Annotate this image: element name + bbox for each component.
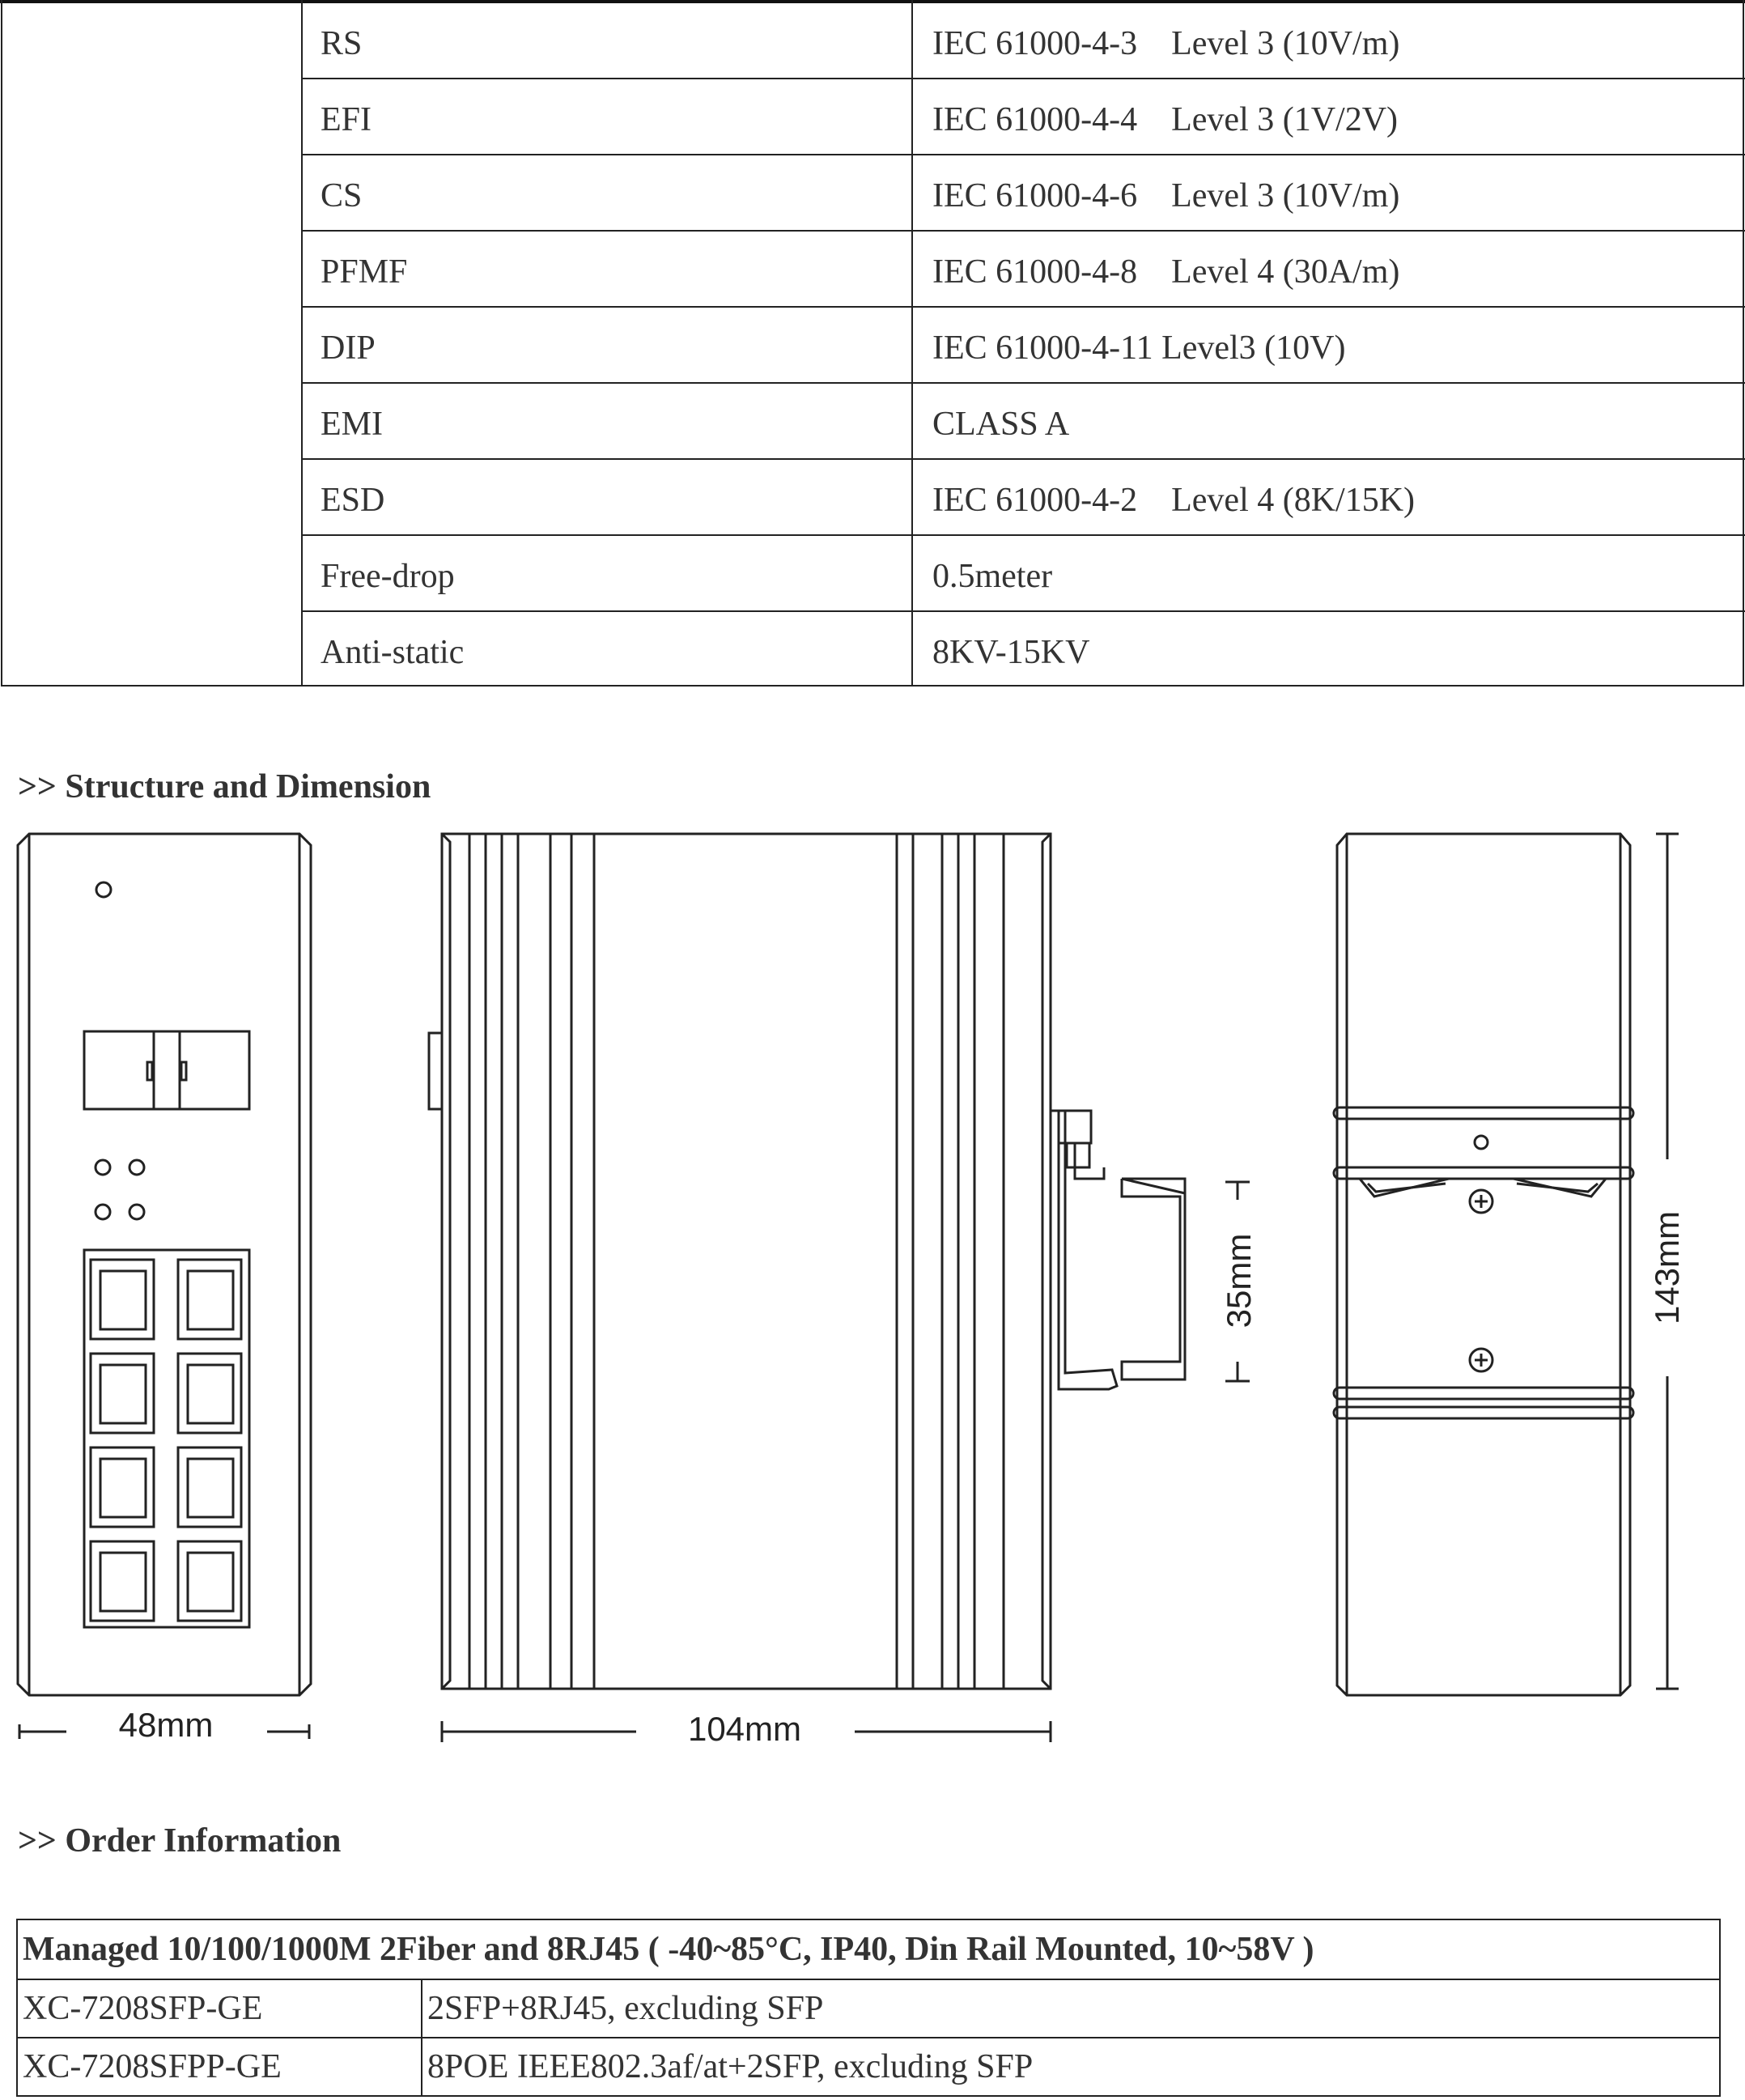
table-row	[303, 460, 1745, 536]
height-dimension-label: 143mm	[1648, 1210, 1686, 1325]
table-row	[303, 155, 1745, 232]
test-standard: IEC 61000-4-2 Level 4 (8K/15K)	[932, 482, 1416, 519]
rj45-port-icon	[91, 1260, 241, 1621]
table-row	[303, 232, 1745, 308]
test-standard: IEC 61000-4-11 Level3 (10V)	[932, 329, 1346, 367]
test-name: CS	[321, 177, 363, 215]
table-row	[303, 79, 1745, 155]
test-name: Free-drop	[321, 558, 455, 595]
table-row	[303, 3, 1745, 79]
status-led-icon	[96, 1205, 110, 1219]
test-name: DIP	[321, 329, 376, 367]
test-name: Anti-static	[321, 634, 465, 671]
order-heading: >> Order Information	[18, 1822, 342, 1860]
table-row	[17, 2038, 1720, 2096]
depth-dimension-label: 104mm	[687, 1710, 802, 1748]
model-description: 8POE IEEE802.3af/at+2SFP, excluding SFP	[422, 2038, 1720, 2096]
structure-heading: >> Structure and Dimension	[18, 768, 431, 806]
test-standard: IEC 61000-4-6 Level 3 (10V/m)	[932, 177, 1400, 215]
order-table	[16, 1919, 1721, 2097]
table-row	[303, 536, 1745, 612]
status-led-icon	[129, 1160, 144, 1175]
status-led-icon	[96, 1160, 110, 1175]
table-row	[17, 1979, 1720, 2038]
test-name: PFMF	[321, 253, 408, 291]
test-name: RS	[321, 25, 363, 62]
test-standard: 0.5meter	[932, 558, 1053, 595]
table-row	[303, 308, 1745, 384]
din-clip-icon	[1051, 1111, 1117, 1389]
test-standard: IEC 61000-4-4 Level 3 (1V/2V)	[932, 101, 1399, 138]
front-view	[18, 834, 311, 1739]
test-standard: 8KV-15KV	[932, 634, 1090, 671]
table-row	[303, 384, 1745, 460]
test-name: EFI	[321, 101, 372, 138]
spec-table	[0, 0, 1745, 688]
rear-view	[1334, 834, 1679, 1695]
test-standard: IEC 61000-4-3 Level 3 (10V/m)	[932, 25, 1400, 62]
test-name: ESD	[321, 482, 385, 519]
model-number: XC-7208SFPP-GE	[17, 2038, 422, 2096]
status-led-icon	[129, 1205, 144, 1219]
power-led-icon	[96, 882, 111, 897]
din-rail-icon	[1122, 1179, 1185, 1379]
side-view	[429, 834, 1185, 1742]
order-table-title-row	[17, 1919, 1720, 1979]
order-table-title: Managed 10/100/1000M 2Fiber and 8RJ45 ( -40~85°C, IP40, Din Rail Mounted, 10~58V )	[17, 1919, 1720, 1979]
test-standard: CLASS A	[932, 406, 1070, 443]
test-name: EMI	[321, 406, 383, 443]
table-row	[303, 612, 1745, 688]
width-dimension-label: 48mm	[118, 1706, 214, 1744]
dimension-drawing	[0, 810, 1745, 1765]
test-standard: IEC 61000-4-8 Level 4 (30A/m)	[932, 253, 1400, 291]
rail-dimension-label: 35mm	[1220, 1233, 1258, 1328]
sfp-port-icon	[84, 1031, 249, 1109]
model-description: 2SFP+8RJ45, excluding SFP	[422, 1979, 1720, 2038]
model-number: XC-7208SFP-GE	[17, 1979, 422, 2038]
